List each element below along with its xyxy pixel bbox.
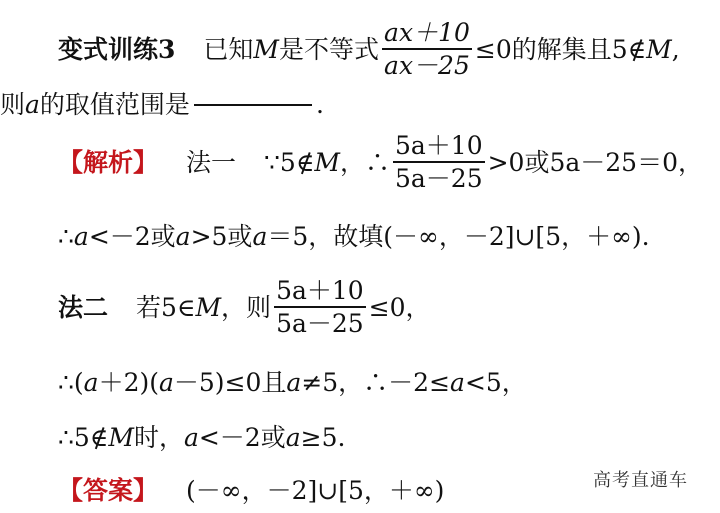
solution-text: ≥5. <box>300 423 346 452</box>
problem-text: 是不等式 <box>279 34 380 64</box>
solution-var-m: M <box>314 147 340 177</box>
problem-line-1 <box>58 20 680 78</box>
solution-text: >0或5a－25＝0， <box>487 147 703 177</box>
solution-line-4 <box>58 370 527 395</box>
solution-var-a: a <box>252 222 268 251</box>
solution-text: 时， <box>133 423 184 452</box>
solution-var-a: a <box>285 423 301 452</box>
solution-line-3 <box>58 278 431 336</box>
solution-line-1 <box>58 133 703 191</box>
solution-text: >5或 <box>190 222 253 251</box>
fraction-denominator: ax－25 <box>384 51 470 80</box>
fraction-denominator: 5a－25 <box>394 164 483 193</box>
solution-text: ≤0， <box>368 292 431 322</box>
solution-tag: 【解析】 <box>58 147 159 177</box>
problem-text: . <box>315 90 324 119</box>
answer-blank <box>194 104 312 106</box>
solution-text: 若5∈ <box>136 292 196 322</box>
solution-text: ，∴ <box>339 147 390 177</box>
problem-text: 已知 <box>203 34 254 64</box>
solution-text: ＋2)( <box>98 368 159 397</box>
solution-line-5 <box>58 425 345 450</box>
solution-text: ，则 <box>221 292 272 322</box>
solution-text: －5)≤0且 <box>173 368 287 397</box>
method1-label: 法一 <box>186 147 237 177</box>
problem-text: , <box>671 34 680 64</box>
solution-text: ∴5∉ <box>58 423 109 452</box>
solution-var-a: a <box>183 423 199 452</box>
solution-text: ∵5∉ <box>264 147 315 177</box>
problem-var-a: a <box>25 90 40 119</box>
solution-text: ≠5，∴－2≤ <box>301 368 451 397</box>
answer-line <box>58 478 444 503</box>
solution-fraction-2 <box>274 278 366 336</box>
problem-text: 的取值范围是 <box>39 90 190 119</box>
solution-text: ＝5，故填(－∞，－2]∪[5，＋∞). <box>267 222 650 251</box>
answer-text: (－∞，－2]∪[5，＋∞) <box>186 476 445 505</box>
solution-var-a: a <box>73 222 89 251</box>
problem-label: 变式训练3 <box>58 34 176 64</box>
answer-tag: 【答案】 <box>58 476 159 505</box>
solution-var-m: M <box>195 292 222 322</box>
solution-text: ∴ <box>58 222 74 251</box>
solution-line-2 <box>58 224 650 249</box>
problem-line-2 <box>0 92 324 117</box>
problem-var-m: M <box>646 34 672 64</box>
watermark-text: 高考直通车 <box>593 470 688 491</box>
method2-label: 法二 <box>58 292 109 322</box>
solution-text: <－2或 <box>88 222 176 251</box>
fraction-numerator: 5a＋10 <box>276 276 364 305</box>
solution-fraction-1 <box>393 133 485 191</box>
solution-var-a: a <box>175 222 191 251</box>
solution-var-a: a <box>450 368 465 397</box>
fraction-numerator: ax＋10 <box>384 18 470 47</box>
solution-var-a: a <box>286 368 302 397</box>
problem-text: ≤0的解集且5∉ <box>474 34 647 64</box>
solution-text: ∴( <box>58 368 84 397</box>
solution-text: <－2或 <box>198 423 286 452</box>
problem-fraction <box>382 20 472 78</box>
problem-text: 则 <box>0 90 26 119</box>
solution-var-a: a <box>159 368 174 397</box>
solution-var-m: M <box>108 423 134 452</box>
solution-text: <5， <box>464 368 527 397</box>
fraction-denominator: 5a－25 <box>276 309 364 338</box>
fraction-numerator: 5a＋10 <box>394 131 483 160</box>
problem-var-m: M <box>253 34 280 64</box>
solution-var-a: a <box>83 368 99 397</box>
